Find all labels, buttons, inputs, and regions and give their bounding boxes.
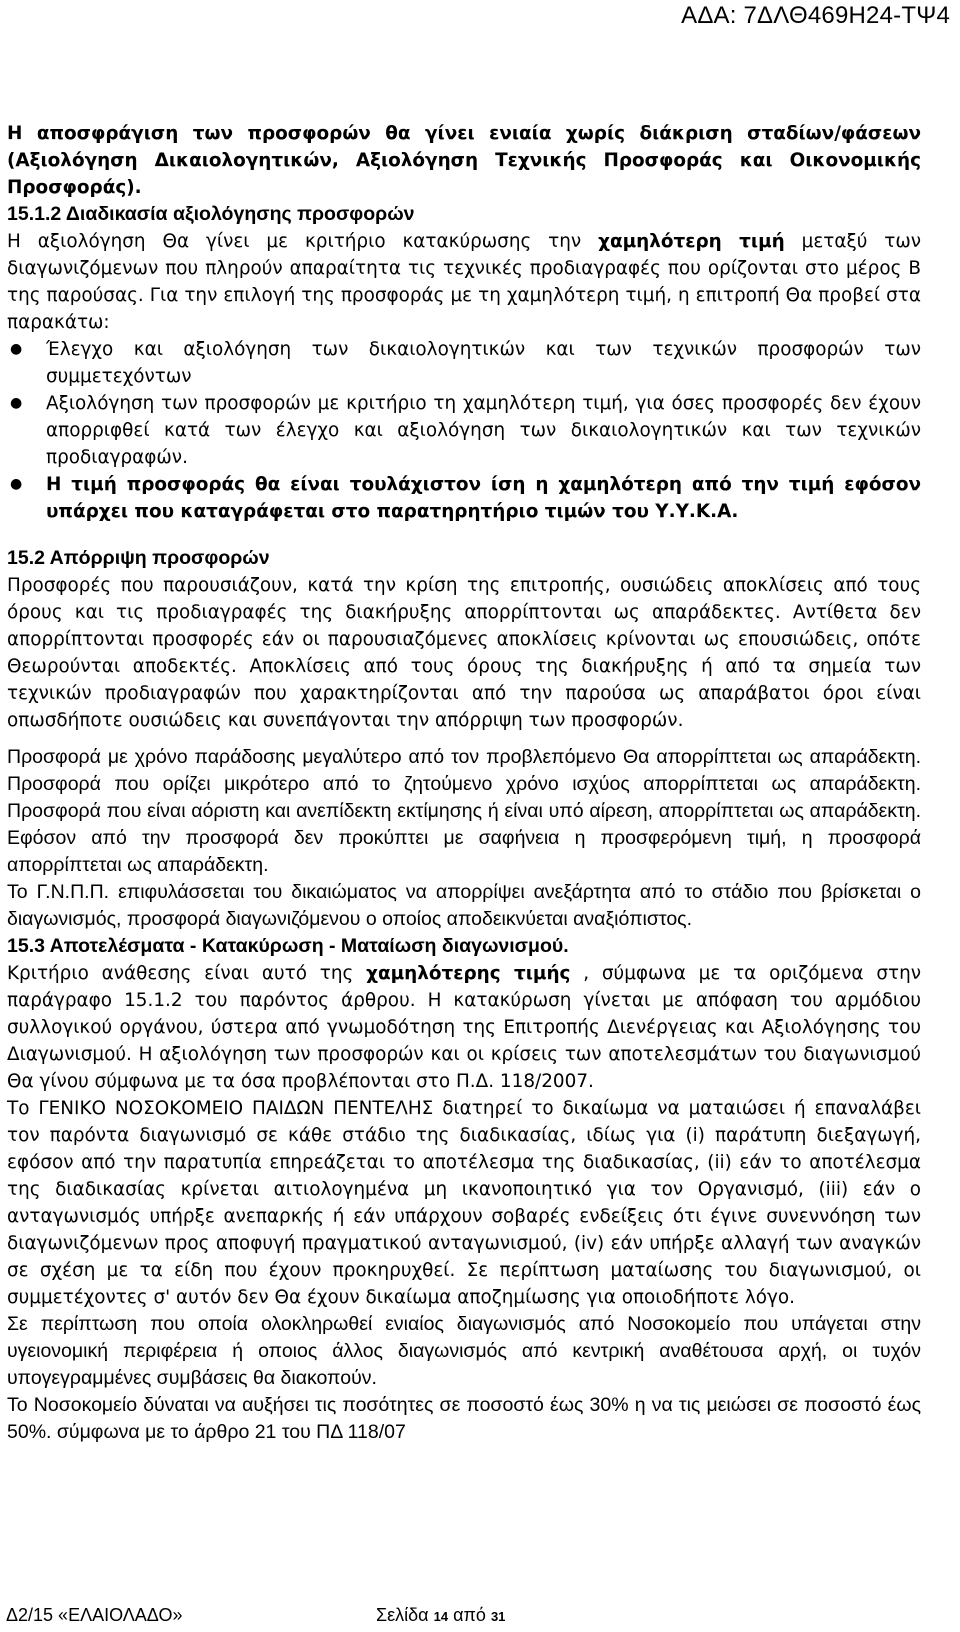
section-15-2-paragraph-3: Το Γ.Ν.Π.Π. επιφυλάσσεται του δικαιώματος να απορρίψει ανεξάρτητα από το στάδιο που βρίσκεται ο διαγωνισμός, προσφορά διαγωνιζόμενου ο οποίος αποδεικνύεται αναξιόπιστος. (7, 881, 921, 930)
section-15-3-paragraph-4: Το Νοσοκομείο δύναται να αυξήσει τις ποσότητες σε ποσοστό έως 30% η να τις μειώσει σε ποσοστό έως 50%. σύμφωνα με το άρθρο 21 του ΠΔ 118/07 (7, 1394, 921, 1443)
s1512-text-post: μεταξύ των διαγωνιζόμενων που πληρούν απαραίτητα τις τεχνικές προδιαγραφές που ορίζονται στο μέρος Β της παρούσας. Για την επιλογή της προσφοράς με τη χαμηλότερη τιμή, η επιτροπή Θα προβεί στα παρακάτω: (7, 231, 921, 333)
page-word: Σελίδα (376, 1605, 429, 1625)
section-15-3-paragraph-3: Σε περίπτωση που οποία ολοκληρωθεί ενιαίος διαγωνισμός από Νοσοκομείο που υπάγεται στην υγειονομική περιφέρεια ή οποιος άλλος διαγωνισμός από κεντρική αναθέτουσα αρχή, οι τυχόν υπογεγραμμένες συμβάσεις θα διακοπούν. (7, 1313, 921, 1389)
section-15-3-heading: 15.3 Αποτελέσματα - Κατακύρωση - Ματαίωση διαγωνισμού. (7, 935, 569, 957)
list-item (7, 471, 921, 525)
section-15-2-heading: 15.2 Απόρριψη προσφορών (7, 547, 270, 569)
bullet-icon: ● (10, 476, 23, 492)
footer-page-indicator (376, 1604, 505, 1628)
footer-document-code: Δ2/15 «ΕΛΑΙΟΛΑΔΟ» (6, 1605, 183, 1625)
evaluation-steps-list (7, 336, 921, 525)
list-item-text: Αξιολόγηση των προσφορών με κριτήριο τη χαμηλότερη τιμή, για όσες προσφορές δεν έχουν απορριφθεί κατά των έλεγχο και αξιολόγηση των δικαιολογητικών και των τεχνικών προδιαγραφών. (46, 393, 921, 468)
document-body (7, 120, 921, 1446)
lowest-price-emphasis: χαμηλότερη τιμή (598, 231, 785, 252)
ada-code: ΑΔΑ: 7ΔΛΘ469Η24-ΤΨ4 (681, 2, 950, 29)
list-item-text: Έλεγχο και αξιολόγηση των δικαιολογητικών και των τεχνικών προσφορών των συμμετεχόντων (46, 339, 921, 387)
list-item-text: Η τιμή προσφοράς θα είναι τουλάχιστον ίση η χαμηλότερη από την τιμή εφόσον υπάρχει που καταγράφεται στο παρατηρητήριο τιμών του Υ.Υ.Κ.Α. (46, 474, 921, 522)
section-15-1-2-heading: 15.1.2 Διαδικασία αξιολόγησης προσφορών (7, 203, 415, 225)
lowest-price-emphasis-2: χαμηλότερης τιμής (366, 963, 571, 984)
section-15-2-paragraph-1: Προσφορές που παρουσιάζουν, κατά την κρίση της επιτροπής, ουσιώδεις αποκλίσεις από τους όρους και τις προδιαγραφές της διακήρυξης απορρίπτονται ως απαράδεκτες. Αντίθετα δεν απορρίπτονται προσφορές εάν οι παρουσιαζόμενες αποκλίσεις κρίνονται ως επουσιώδεις, οπότε Θεωρούνται αποδεκτές. Αποκλίσεις από τους όρους της διακήρυξης ή από τα σημεία των τεχνικών προδιαγραφών που χαρακτηρίζονται από την παρούσα ως απαράβατοι όροι είναι οπωσδήποτε ουσιώδεις και συνεπάγονται την απόρριψη των προσφορών. (7, 575, 921, 731)
bullet-icon: ● (10, 395, 23, 411)
page-number: 14 (433, 1609, 449, 1624)
s153-text-pre: Κριτήριο ανάθεσης είναι αυτό της (7, 963, 367, 984)
section-15-1-2-paragraph (7, 228, 921, 336)
section-15-3-paragraph-1 (7, 960, 921, 1095)
intro-paragraph: Η αποσφράγιση των προσφορών θα γίνει ενιαία χωρίς διάκριση σταδίων/φάσεων (Αξιολόγηση Δικαιολογητικών, Αξιολόγηση Τεχνικής Προσφοράς και Οικονομικής Προσφοράς). (7, 123, 921, 198)
page-total: 31 (490, 1609, 506, 1624)
of-word: από (453, 1605, 486, 1625)
section-15-3-paragraph-2: Το ΓΕΝΙΚΟ ΝΟΣΟΚΟΜΕΙΟ ΠΑΙΔΩΝ ΠΕΝΤΕΛΗΣ διατηρεί το δικαίωμα να ματαιώσει ή επαναλάβει τον παρόντα διαγωνισμό σε κάθε στάδιο της διαδικασίας, ιδίως για (i) παράτυπη διεξαγωγή, εφόσον από την παρατυπία επηρεάζεται το αποτέλεσμα της διαδικασίας, (ii) εάν το αποτέλεσμα της διαδικασίας κρίνεται αιτιολογημένα μη ικανοποιητικό για τον Οργανισμό, (iii) εάν ο ανταγωνισμός υπήρξε ανεπαρκής ή εάν υπάρχουν σοβαρές ενδείξεις ότι έγινε συνεννόηση των διαγωνιζόμενων προς αποφυγή πραγματικού ανταγωνισμού, (iv) εάν υπήρξε αλλαγή των αναγκών σε σχέση με τα είδη που έχουν προκηρυχθεί. Σε περίπτωση ματαίωσης του διαγωνισμού, οι συμμετέχοντες σ' αυτόν δεν Θα έχουν δικαίωμα αποζημίωσης για οποιοδήποτε λόγο. (7, 1098, 921, 1308)
bullet-icon: ● (10, 341, 23, 357)
section-15-2-paragraph-2: Προσφορά με χρόνο παράδοσης μεγαλύτερο από τον προβλεπόμενο Θα απορρίπτεται ως απαράδεκτη. Προσφορά που ορίζει μικρότερο από το ζητούμενο χρόνο ισχύος απορρίπτεται ως απαράδεκτη. Προσφορά που είναι αόριστη και ανεπίδεκτη εκτίμησης ή είναι υπό αίρεση, απορρίπτεται ως απαράδεκτη. Εφόσον από την προσφορά δεν προκύπτει με σαφήνεια η προσφερόμενη τιμή, η προσφορά απορρίπτεται ως απαράδεκτη. (7, 746, 921, 876)
list-item (7, 336, 921, 390)
s1512-text-pre: Η αξιολόγηση Θα γίνει με κριτήριο κατακύρωσης την (7, 231, 599, 252)
list-item (7, 390, 921, 471)
s153-text-post: , σύμφωνα με τα οριζόμενα στην παράγραφο 15.1.2 του παρόντος άρθρου. Η κατακύρωση γίνεται με απόφαση του αρμόδιου συλλογικού οργάνου, ύστερα από γνωμοδότηση της Επιτροπής Διενέργειας και Αξιολόγησης του Διαγωνισμού. Η αξιολόγηση των προσφορών και οι κρίσεις των αποτελεσμάτων του διαγωνισμού Θα γίνου σύμφωνα με τα όσα προβλέπονται στο Π.Δ. 118/2007. (7, 963, 922, 1092)
